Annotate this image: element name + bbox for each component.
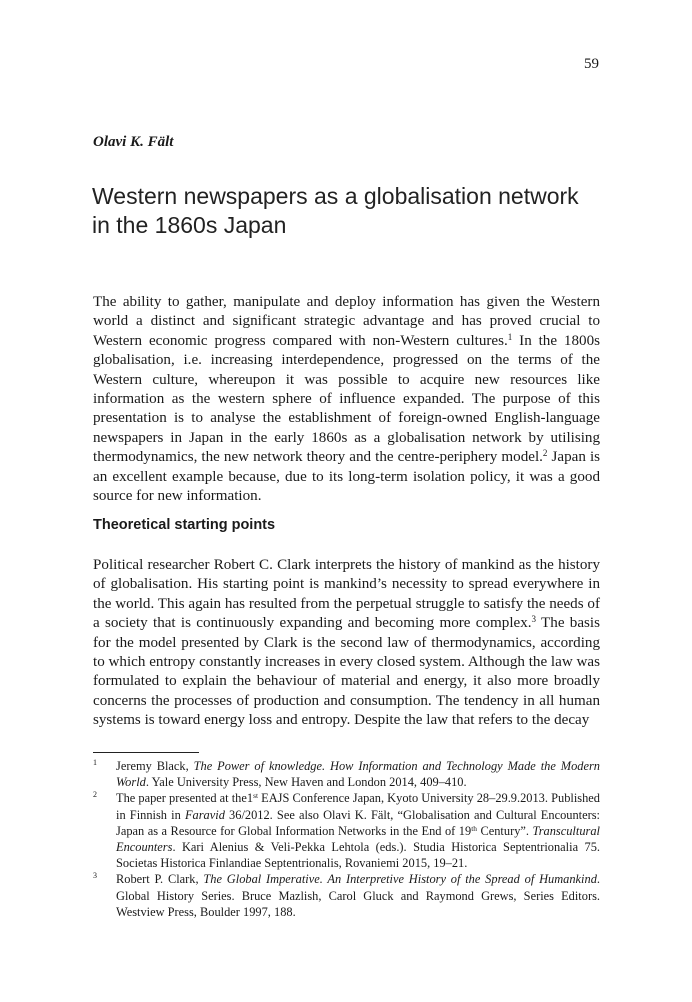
footnote-divider <box>93 752 199 753</box>
section-heading: Theoretical starting points <box>93 517 276 533</box>
footnote-text: . Global History Series. Bruce Mazlish, Carol Gluck and Raymond Grews, Series Editors. Westview Press, Boulder 1997, 188. <box>116 872 601 919</box>
intro-paragraph <box>93 293 600 506</box>
article-title-line-1: Western newspapers as a globalisation network <box>92 183 579 209</box>
footnote-number: 3 <box>93 871 97 881</box>
footnote-book-title: The Power of knowledge. How Information and Technology Made the Modern World <box>116 759 600 790</box>
footnote-ref-2[interactable]: 2 <box>542 448 548 459</box>
footnote-ref-1[interactable]: 1 <box>507 331 513 342</box>
footnote-text: The paper presented at the1 <box>116 791 254 806</box>
author-name: Olavi K. Fält <box>93 134 174 150</box>
footnote-ref-3[interactable]: 3 <box>531 614 537 625</box>
ordinal-suffix: st <box>253 791 259 801</box>
footnote-number: 1 <box>93 758 97 767</box>
footnote-book-title: The Global Imperative. An Interpretive History of the Spread of Humankind <box>203 872 597 887</box>
footnotes <box>93 758 600 920</box>
section-text-1: Political researcher Robert C. Clark interprets the history of mankind as the history of globalisation. His starting point is mankind’s necessity to spread everywhere in the world. This again has resulted from the perpetual struggle to satisfy the needs of a society that is continuously expanding and becoming more complex. <box>93 557 600 632</box>
intro-text-2: In the 1800s globalisation, i.e. increasing interdependence, progressed on the terms of the Western culture, whereupon it was possible to acquire new resources like information as the western sphere of influence expanded. The purpose of this presentation is to analyse the establishment of foreign-owned English-language newspapers in Japan in the early 1860s as a globalisation network by utilising thermodynamics, the new network theory and the centre-periphery model. <box>93 332 600 466</box>
footnote-text: . Yale University Press, New Haven and London 2014, 409–410. <box>145 775 467 790</box>
section-text-2: The basis for the model presented by Clark is the second law of thermodynamics, according to which entropy constantly increases in every closed system. Although the law was formulated to explain the behaviour of material and energy, it also more broadly concerns the processes of production and consumption. The tendency in all human systems is toward energy loss and entropy. Despite the law that refers to the decay <box>93 615 600 729</box>
footnote-text: Robert P. Clark, <box>116 872 204 887</box>
footnote-number: 2 <box>93 790 97 800</box>
intro-text-1: The ability to gather, manipulate and deploy information has given the Western world a distinct and significant strategic advantage and has proved crucial to Western economic progress compared with non-Western cultures. <box>93 294 600 349</box>
footnote-text: Jeremy Black, <box>116 759 194 773</box>
section-paragraph <box>93 556 600 731</box>
footnote-text: 36/2012. See also Olavi K. Fält, “Globalisation and Cultural Encounters: Japan as a Resource for Global Information Networks in the End of 19 <box>116 807 600 838</box>
footnote-1 <box>93 758 600 790</box>
footnote-book-title: Transcultural Encounters <box>116 823 600 855</box>
footnote-text: . Kari Alenius & Veli-Pekka Lehtola (eds.). Studia Historica Septentrionalia 75. Societas Historica Finlandiae Septentrionalis, Rovaniemi 2015, 19–21. <box>116 840 600 871</box>
footnote-3 <box>93 871 600 920</box>
footnote-text: EAJS Conference Japan, Kyoto University 28–29.9.2013. Published in Finnish in <box>116 791 600 822</box>
article-title-line-2: in the 1860s Japan <box>92 212 287 238</box>
page-number: 59 <box>584 56 599 72</box>
ordinal-suffix: th <box>471 823 477 833</box>
footnote-journal-title: Faravid <box>184 807 225 822</box>
article-title <box>92 182 612 240</box>
footnote-2 <box>93 790 600 871</box>
intro-text-3: Japan is an excellent example because, due to its long-term isolation policy, it was a good source for new information. <box>93 449 601 505</box>
footnote-text: Century”. <box>476 823 533 838</box>
